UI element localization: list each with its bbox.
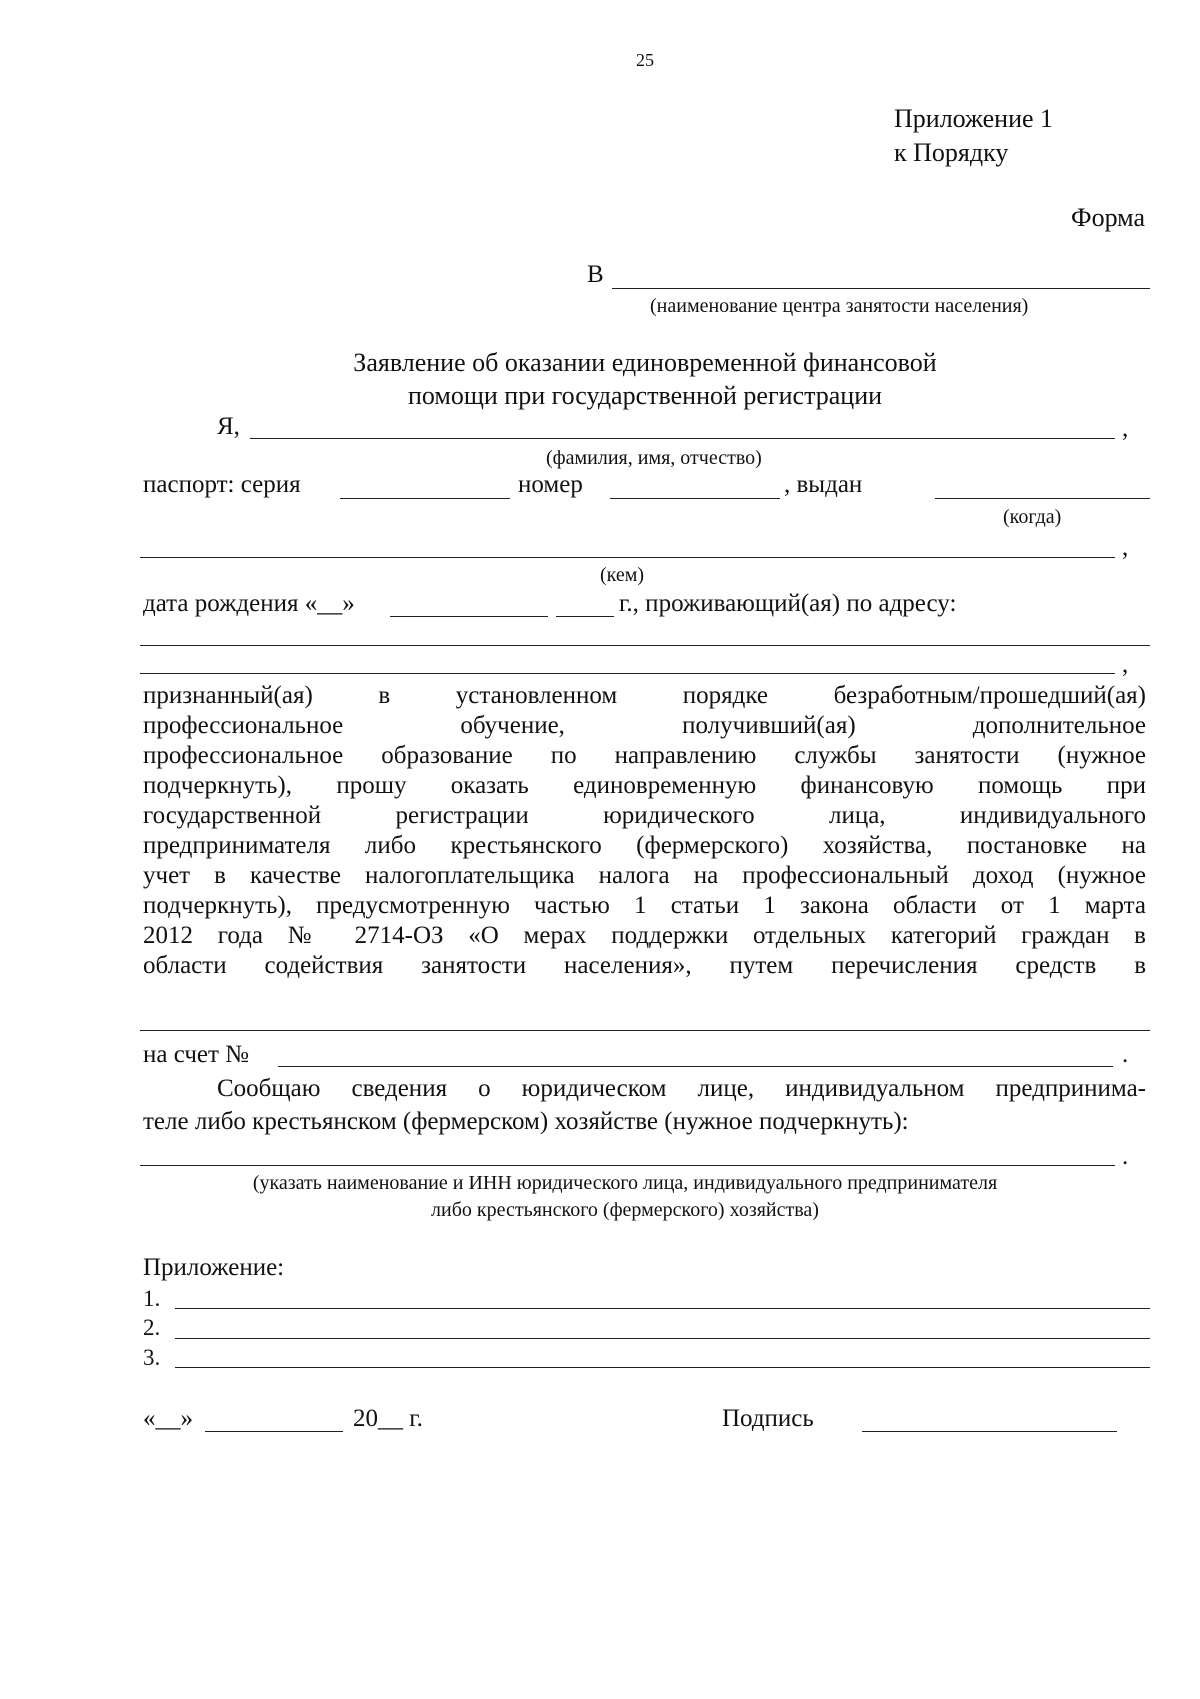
body-line: области содействия занятости населения», путем перечисления средств в: [143, 952, 1146, 979]
report-suffix: .: [1122, 1143, 1129, 1170]
addressee-caption: (наименование центра занятости населения): [650, 295, 1029, 317]
applicant-prefix: Я,: [217, 413, 240, 440]
body-line: учет в качестве налогоплательщика налога на профессиональный доход (нужное: [143, 862, 1146, 889]
entity-caption-line-1: (указать наименование и ИНН юридического лица, индивидуального предпринимателя: [252, 1172, 998, 1194]
entity-info-field[interactable]: [140, 1165, 1115, 1166]
passport-number-label: номер: [518, 471, 583, 498]
report-line-1: Сообщаю сведения о юридическом лице, индивидуальном предпринима-: [217, 1075, 1146, 1102]
addressee-field[interactable]: [612, 288, 1150, 289]
attachment-number-2: 2.: [143, 1315, 161, 1340]
birth-month-field[interactable]: [390, 616, 548, 617]
body-line: подчеркнуть), предусмотренную частью 1 статьи 1 закона области от 1 марта: [143, 892, 1146, 919]
address-field-line-1[interactable]: [140, 645, 1150, 646]
body-line: профессиональное обучение, получивший(ая) дополнительное: [143, 712, 1146, 739]
page-number: 25: [636, 50, 654, 70]
appendix-line-1: Приложение 1: [894, 104, 1054, 133]
signature-field[interactable]: [862, 1431, 1117, 1432]
birth-year-field[interactable]: [556, 616, 614, 617]
footer-date-prefix: «__»: [143, 1405, 193, 1432]
birth-date-label: дата рождения «__»: [143, 590, 355, 617]
body-line: 2012 года № 2714-ОЗ «О мерах поддержки отдельных категорий граждан в: [143, 922, 1146, 949]
passport-issued-date-field[interactable]: [935, 498, 1150, 499]
passport-series-field[interactable]: [340, 498, 510, 499]
document-title-line-2: помощи при государственной регистрации: [407, 381, 883, 410]
document-title-line-1: Заявление об оказании единовременной финансовой: [353, 348, 937, 377]
attachment-number-1: 1.: [143, 1286, 161, 1311]
appendix-line-2: к Порядку: [894, 138, 1009, 167]
passport-series-label: паспорт: серия: [143, 471, 301, 498]
attachment-field-2[interactable]: [175, 1338, 1150, 1339]
passport-when-caption: (когда): [1003, 506, 1062, 528]
footer-year: 20__ г.: [353, 1405, 423, 1432]
passport-issued-label: , выдан: [784, 471, 863, 498]
body-line: признанный(ая) в установленном порядке безработным/прошедший(ая): [143, 682, 1146, 709]
birth-year-suffix: г., проживающий(ая) по адресу:: [619, 590, 957, 617]
address-field-line-2[interactable]: [140, 673, 1115, 674]
passport-issued-by-field[interactable]: [140, 557, 1115, 558]
passport-issued-by-suffix: ,: [1122, 534, 1129, 561]
address-suffix: ,: [1122, 651, 1129, 678]
attachments-heading: Приложение:: [143, 1254, 285, 1281]
body-line: профессиональное образование по направлению службы занятости (нужное: [143, 742, 1146, 769]
applicant-name-caption: (фамилия, имя, отчество): [546, 447, 762, 469]
footer-month-field[interactable]: [205, 1431, 343, 1432]
account-number-field[interactable]: [278, 1066, 1113, 1067]
report-line-2: теле либо крестьянском (фермерском) хозяйстве (нужное подчеркнуть):: [143, 1108, 909, 1135]
application-body: [143, 681, 1146, 981]
applicant-name-field[interactable]: [250, 438, 1115, 439]
account-label: на счет №: [143, 1041, 250, 1068]
addressee-prefix: В: [587, 261, 604, 288]
attachment-number-3: 3.: [143, 1345, 161, 1370]
entity-caption-line-2: либо крестьянского (фермерского) хозяйства): [431, 1199, 819, 1221]
applicant-name-suffix: ,: [1122, 415, 1129, 442]
form-label: Форма: [1071, 203, 1145, 232]
passport-number-field[interactable]: [610, 498, 780, 499]
body-line: подчеркнуть), прошу оказать единовременную финансовую помощь при: [143, 772, 1146, 799]
attachment-field-3[interactable]: [175, 1367, 1150, 1368]
passport-by-caption: (кем): [600, 564, 645, 586]
signature-label: Подпись: [722, 1405, 814, 1432]
body-line: предпринимателя либо крестьянского (фермерского) хозяйства, постановке на: [143, 832, 1146, 859]
attachment-field-1[interactable]: [175, 1308, 1150, 1309]
body-line: государственной регистрации юридического лица, индивидуального: [143, 802, 1146, 829]
account-suffix: .: [1122, 1041, 1129, 1068]
bank-name-field[interactable]: [140, 1030, 1150, 1031]
